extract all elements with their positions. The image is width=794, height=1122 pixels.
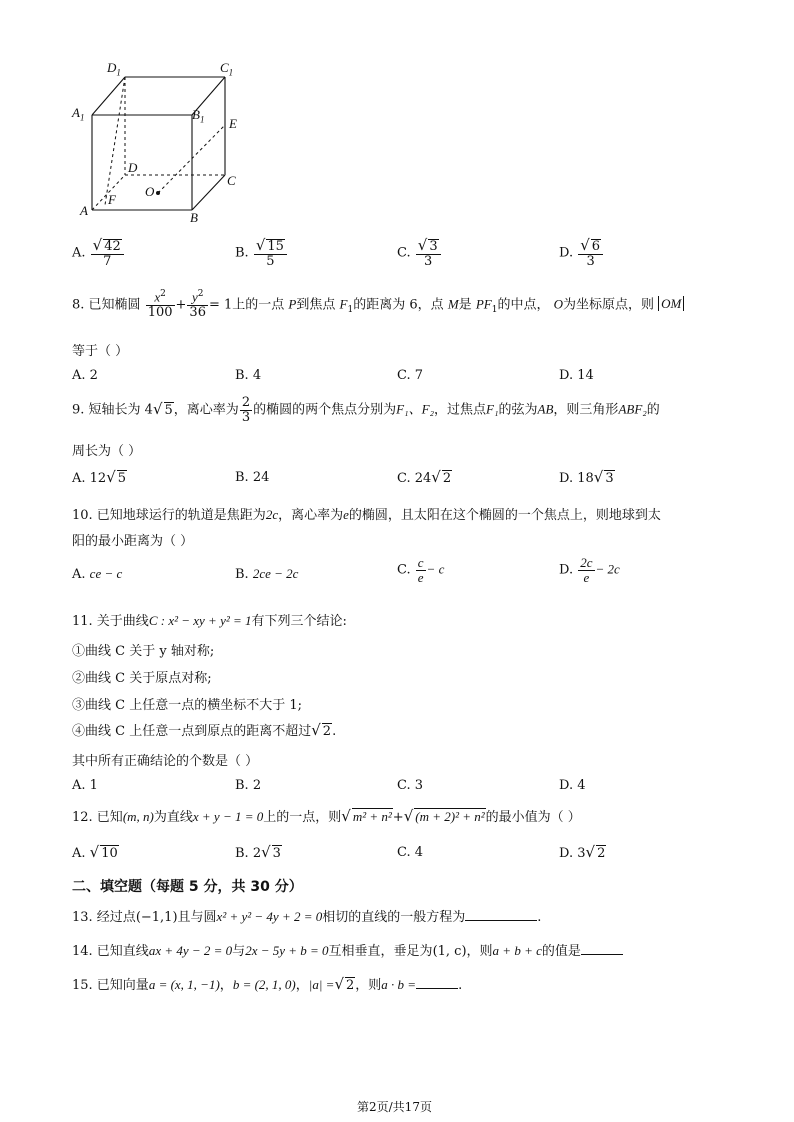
q11-ask: 其中所有正确结论的个数是（ ） (72, 754, 259, 769)
q12-option-a: A. √ 10 (72, 843, 118, 861)
q15-stem: 15. 已知向量a = (x, 1, −1)，b = (2, 1, 0)，|a| =√ 2，则a · b = . (72, 975, 463, 993)
q9-option-c: C. 24√ 2 (397, 468, 452, 486)
q11-statement-4: ④曲线 C 上任意一点到原点的距离不超过√ 2. (72, 721, 337, 739)
page-number: 第2页/共17页 (357, 1100, 432, 1114)
q9-option-a: A. 12√ 5 (72, 468, 127, 486)
q11-statement-3: ③曲线 C 上任意一点的横坐标不大于 1; (72, 698, 302, 713)
q8-option-b: B. 4 (235, 368, 262, 383)
q11-option-b: B. 2 (235, 778, 262, 793)
label-E: E (229, 116, 237, 131)
label-D: D (128, 160, 138, 175)
q11-statement-1: ①曲线 C 关于 y 轴对称; (72, 644, 215, 659)
q8-stem: 8. 已知椭圆 $\frac{x^2}{100}$ + $\frac{y^2}{36}$ = 1上的一点 P到焦点 $F_1$的距离为 6，点 M是 $PF_1$的中点， O为坐标原点，则 OM (72, 290, 684, 320)
label-F: F (108, 192, 116, 207)
q7-option-a: A. $\frac{√ 42}{7}$ (72, 238, 125, 268)
q13-answer-blank[interactable] (465, 920, 537, 921)
q10-line2: 阳的最小距离为（ ） (72, 534, 194, 549)
q12-option-c: C. 4 (397, 845, 424, 860)
q9-option-d: D. 18√ 3 (559, 468, 614, 486)
q8-option-d: D. 14 (559, 368, 594, 383)
q8-option-c: C. 7 (397, 368, 424, 383)
q11-option-a: A. 1 (72, 778, 98, 793)
q10-option-d: D. $\frac{2c}{e}$ − 2c (559, 555, 620, 585)
q7-option-d: D. $\frac{√ 6}{3}$ (559, 238, 604, 268)
label-B: B (190, 210, 198, 225)
q9-option-b: B. 24 (235, 470, 270, 485)
q10-stem: 10. 已知地球运行的轨道是焦距为2c，离心率为e的椭圆，且太阳在这个椭圆的一个焦点上，则地球到太 (72, 507, 661, 523)
q9-stem: 9. 短轴长为 4√ 5，离心率为 $\frac{2}{3}$ 的椭圆的两个焦点分别为F₁、F₂，过焦点F₁的弦为AB，则三角形ABF₂的 (72, 395, 660, 425)
q11-option-c: C. 3 (397, 778, 424, 793)
q8-option-a: A. 2 (72, 368, 98, 383)
q7-option-c: C. $\frac{√ 3}{3}$ (397, 238, 442, 268)
q13-stem: 13. 经过点(−1,1)且与圆x² + y² − 4y + 2 = 0相切的直线的一般方程为 . (72, 909, 542, 925)
q14-stem: 14. 已知直线ax + 4y − 2 = 0与2x − 5y + b = 0互相垂直，垂足为(1, c)，则a + b + c的值是 (72, 940, 623, 959)
label-B1: $B_1$ (192, 107, 205, 125)
q15-answer-blank[interactable] (416, 988, 458, 989)
q11-statement-2: ②曲线 C 关于原点对称; (72, 671, 212, 686)
q10-option-a: A. ce − c (72, 566, 123, 582)
q12-option-b: B. 2√ 3 (235, 843, 281, 861)
q7-option-b: B. $\frac{√ 15}{5}$ (235, 238, 288, 268)
label-D1: $D_1$ (107, 60, 121, 78)
q14-answer-blank[interactable] (581, 954, 623, 955)
q12-option-d: D. 3√ 2 (559, 843, 606, 861)
label-C1: $C_1$ (220, 60, 234, 78)
q11-stem: 11. 关于曲线C : x² − xy + y² = 1有下列三个结论: (72, 613, 347, 629)
label-O: O (145, 184, 155, 199)
cube-figure (60, 55, 260, 230)
q8-line2: 等于（ ） (72, 344, 129, 359)
label-A1: $A_1$ (72, 105, 85, 123)
label-A: A (80, 203, 88, 218)
q10-option-b: B. 2ce − 2c (235, 566, 299, 582)
q11-option-d: D. 4 (559, 778, 586, 793)
section-heading-fill-blank: 二、填空题（每题 5 分，共 30 分） (72, 879, 303, 895)
label-C: C (227, 173, 236, 188)
q12-stem: 12. 已知(m, n)为直线x + y − 1 = 0上的一点，则√ m² + n²+√ (m + 2)² + n²的最小值为（ ） (72, 807, 581, 825)
q9-line2: 周长为（ ） (72, 444, 142, 459)
q10-option-c: C. $\frac{c}{e}$ − c (397, 555, 445, 585)
